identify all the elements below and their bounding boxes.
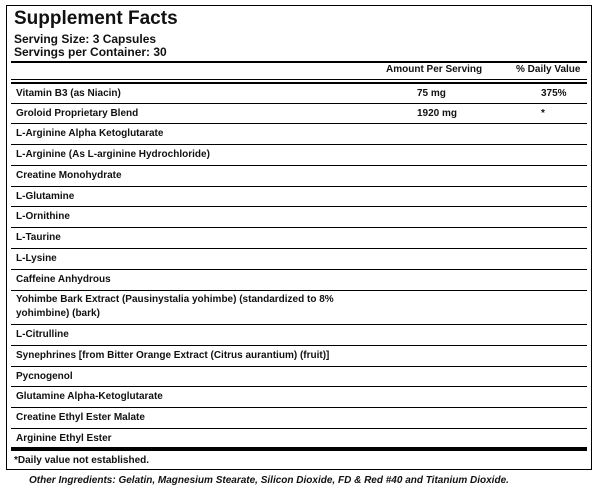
- table-row: [11, 82, 587, 103]
- ingredient-name: L-Arginine Alpha Ketoglutarate: [16, 128, 164, 139]
- ingredient-name: L-Ornithine: [16, 211, 70, 222]
- amount-per-serving: 1920 mg: [417, 108, 458, 119]
- daily-value-percent: 375%: [541, 88, 567, 99]
- header-rule: [11, 79, 587, 80]
- ingredient-name: Synephrines [from Bitter Orange Extract (Citrus aurantium) (fruit)]: [16, 350, 330, 361]
- ingredient-name: L-Arginine (As L-arginine Hydrochloride): [16, 149, 210, 160]
- table-row: [11, 386, 587, 407]
- ingredient-name: L-Citrulline: [16, 329, 69, 340]
- ingredient-name: L-Lysine: [16, 253, 57, 264]
- amount-per-serving-header: Amount Per Serving: [386, 64, 483, 75]
- table-row: [11, 290, 587, 324]
- bottom-thick-rule: [11, 447, 587, 451]
- table-row: [11, 103, 587, 123]
- panel-title: Supplement Facts: [14, 8, 178, 29]
- table-row: [11, 407, 587, 428]
- ingredient-name: L-Taurine: [16, 232, 61, 243]
- ingredient-name: L-Glutamine: [16, 191, 75, 202]
- other-ingredients: Other Ingredients: Gelatin, Magnesium Stearate, Silicon Dioxide, FD & Red #40 and Titanium Dioxide.: [29, 475, 509, 486]
- table-row: [11, 428, 587, 447]
- serving-size: Serving Size: 3 Capsules: [14, 32, 157, 46]
- table-row: [11, 248, 587, 269]
- ingredient-name: Creatine Monohydrate: [16, 170, 122, 181]
- daily-value-footnote: *Daily value not established.: [14, 455, 150, 466]
- ingredient-name: Caffeine Anhydrous: [16, 274, 111, 285]
- table-row: [11, 345, 587, 366]
- ingredient-name: Creatine Ethyl Ester Malate: [16, 412, 145, 423]
- servings-per-container: Servings per Container: 30: [14, 45, 167, 59]
- ingredient-name: Yohimbe Bark Extract (Pausinystalia yohimbe) (standardized to 8%: [16, 294, 334, 305]
- table-row: [11, 123, 587, 144]
- top-thick-rule: [11, 61, 587, 63]
- table-row: [11, 227, 587, 248]
- table-row: [11, 165, 587, 186]
- ingredient-name: Glutamine Alpha-Ketoglutarate: [16, 391, 163, 402]
- table-row: [11, 269, 587, 290]
- table-row: [11, 144, 587, 165]
- supplement-facts-panel: [6, 5, 592, 470]
- daily-value-header: % Daily Value: [516, 64, 581, 75]
- ingredient-name-line2: yohimbine) (bark): [16, 308, 100, 319]
- ingredient-name: Arginine Ethyl Ester: [16, 433, 112, 444]
- table-row: [11, 206, 587, 227]
- daily-value-percent: *: [541, 108, 545, 119]
- table-row: [11, 324, 587, 345]
- ingredient-name: Vitamin B3 (as Niacin): [16, 88, 121, 99]
- ingredient-name: Groloid Proprietary Blend: [16, 108, 139, 119]
- table-row: [11, 186, 587, 206]
- table-row: [11, 366, 587, 386]
- ingredient-name: Pycnogenol: [16, 371, 73, 382]
- amount-per-serving: 75 mg: [417, 88, 446, 99]
